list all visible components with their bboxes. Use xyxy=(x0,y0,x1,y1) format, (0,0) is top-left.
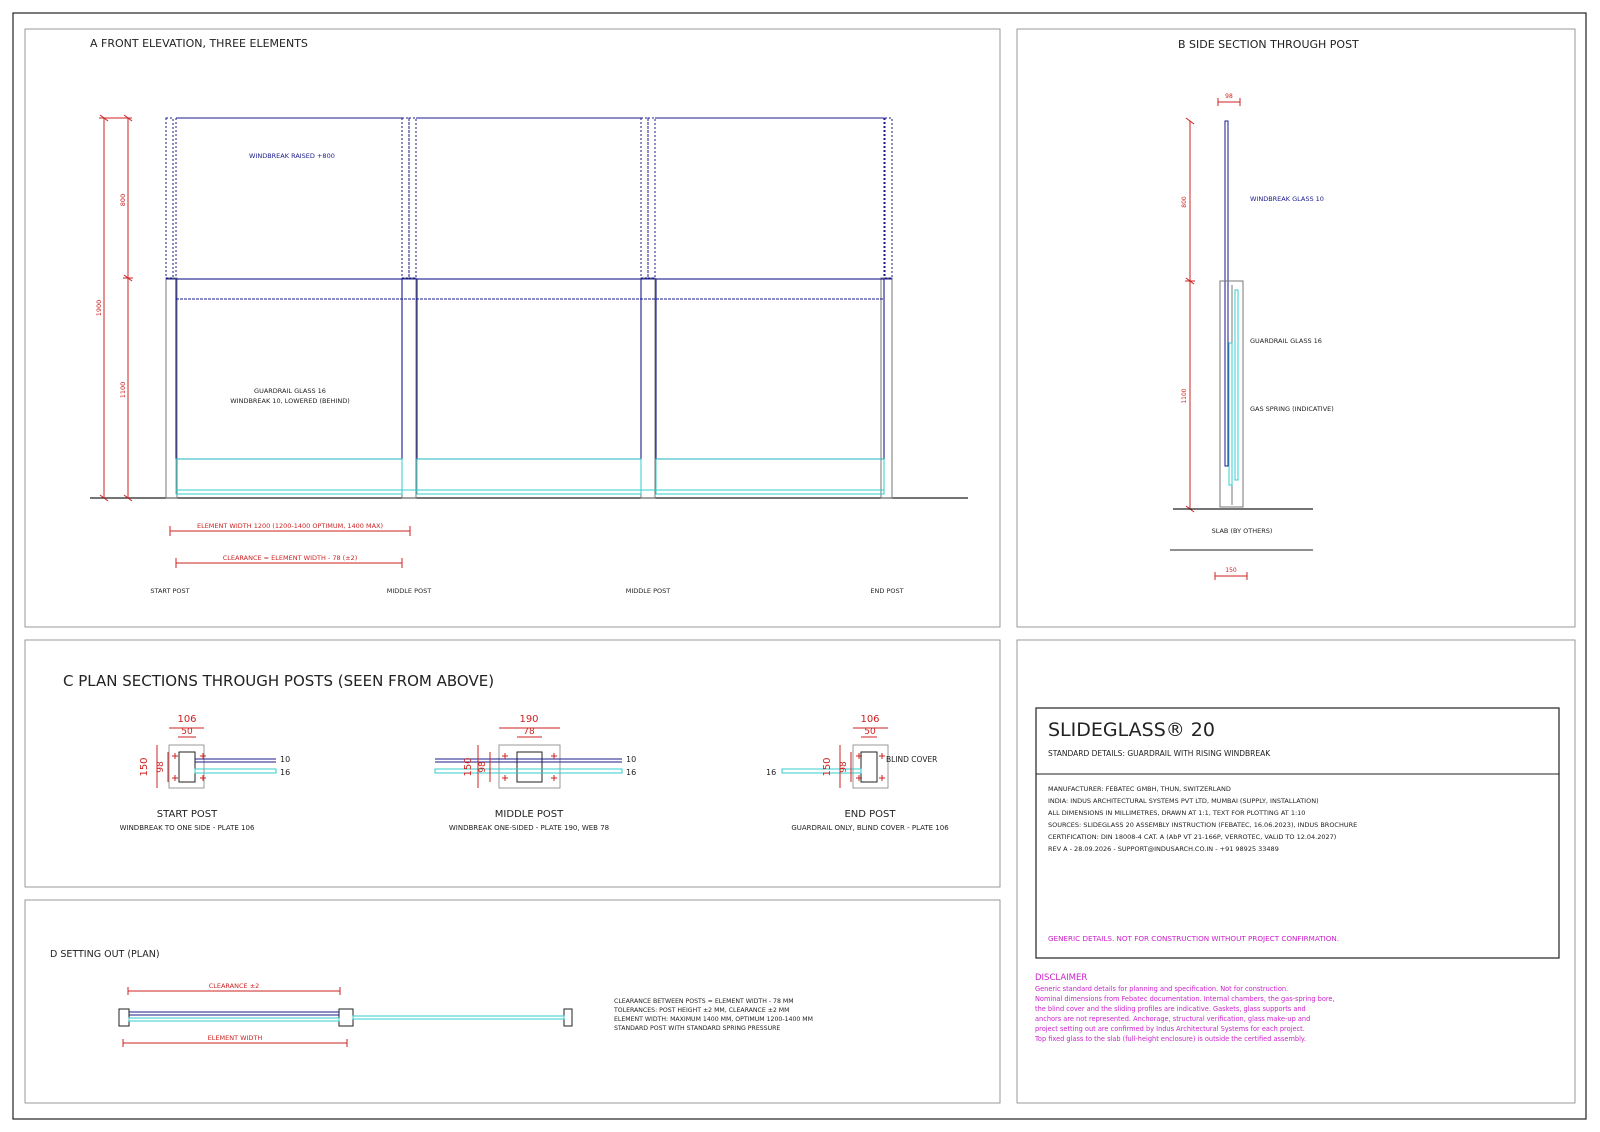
info-line-4: SOURCES: SLIDEGLASS 20 ASSEMBLY INSTRUCTION (FEBATEC, 16.06.2023), INDUS BROCHURE xyxy=(1048,821,1358,829)
start-post-side-inner-dim: 98 xyxy=(156,761,166,773)
middle-post-sub: WINDBREAK ONE-SIDED - PLATE 190, WEB 78 xyxy=(448,824,610,832)
setting-note-1: CLEARANCE BETWEEN POSTS = ELEMENT WIDTH - 78 MM xyxy=(614,998,794,1005)
panel-front-elevation xyxy=(25,29,1000,627)
posts-upper xyxy=(166,118,892,278)
vertical-dims xyxy=(99,115,133,501)
title-block-panel xyxy=(1017,640,1575,1103)
middle-post-side-inner-dim: 98 xyxy=(478,761,488,773)
setting-note-2: TOLERANCES: POST HEIGHT ±2 MM, CLEARANCE ±2 MM xyxy=(614,1007,790,1014)
middle-post-glass-10: 10 xyxy=(626,755,637,764)
info-line-1: MANUFACTURER: FEBATEC GMBH, THUN, SWITZERLAND xyxy=(1048,785,1231,793)
guardrail-glass-label: GUARDRAIL GLASS 16 xyxy=(254,387,326,395)
panel-setting-out xyxy=(25,900,1000,1103)
middle-post-side-dim: 150 xyxy=(463,757,474,777)
middle-post-name: MIDDLE POST xyxy=(494,809,564,820)
start-post-side-dim: 150 xyxy=(139,757,150,777)
start-post-glass-16: 16 xyxy=(280,768,291,777)
not-for-construction-warning: GENERIC DETAILS. NOT FOR CONSTRUCTION WITHOUT PROJECT CONFIRMATION. xyxy=(1048,934,1340,943)
post-label-start: START POST xyxy=(150,587,190,595)
gas-spring-label: GAS SPRING (INDICATIVE) xyxy=(1250,405,1334,413)
guardrail-glass xyxy=(166,279,892,459)
windbreak-glass-label: WINDBREAK GLASS 10 xyxy=(1250,195,1324,203)
dim-800: 800 xyxy=(119,193,127,207)
post-label-end: END POST xyxy=(870,587,904,595)
product-subtitle: STANDARD DETAILS: GUARDRAIL WITH RISING WINDBREAK xyxy=(1048,749,1271,758)
setting-note-4: STANDARD POST WITH STANDARD SPRING PRESSURE xyxy=(614,1025,781,1032)
disclaimer-line-2: Nominal dimensions from Febatec documentation. Internal chambers, the gas-spring bore, xyxy=(1035,995,1335,1003)
guardrail-glass-label-b: GUARDRAIL GLASS 16 xyxy=(1250,337,1322,345)
start-post-sub: WINDBREAK TO ONE SIDE - PLATE 106 xyxy=(119,824,255,832)
lowered-windbreak-cyan xyxy=(176,459,884,494)
clearance-setting-label: CLEARANCE ±2 xyxy=(208,982,260,990)
end-post-glass-16: 16 xyxy=(766,768,777,777)
windbreak-glass-raised xyxy=(176,118,884,278)
blind-cover-label: BLIND COVER xyxy=(886,755,938,764)
middle-post-top-dim: 190 xyxy=(519,714,539,725)
end-post-top-dim: 106 xyxy=(860,714,880,725)
panel-d-frame xyxy=(25,900,1000,1103)
end-post-side-dim: 150 xyxy=(822,757,833,777)
middle-post-inner-dim: 78 xyxy=(523,727,535,737)
middle-post-glass-16: 16 xyxy=(626,768,637,777)
start-post xyxy=(166,278,177,498)
windbreak-glass-section xyxy=(1225,121,1228,466)
info-line-3: ALL DIMENSIONS IN MILLIMETRES, DRAWN AT 1:1, TEXT FOR PLOTTING AT 1:10 xyxy=(1048,809,1306,817)
title-panel-frame xyxy=(1017,640,1575,1103)
post-label-middle-1: MIDDLE POST xyxy=(386,587,432,595)
disclaimer-line-3: the blind cover and the sliding profiles are indicative. Gaskets, glass supports and xyxy=(1035,1005,1306,1013)
end-post-side-inner-dim: 98 xyxy=(839,761,849,773)
panel-c-title: C PLAN SECTIONS THROUGH POSTS (SEEN FROM ABOVE) xyxy=(63,672,495,690)
start-post-inner-dim: 50 xyxy=(181,727,193,737)
product-title: SLIDEGLASS® 20 xyxy=(1048,719,1215,741)
start-post-top-dim: 106 xyxy=(177,714,197,725)
disclaimer-line-1: Generic standard details for planning and specification. Not for construction. xyxy=(1035,985,1289,993)
setting-note-3: ELEMENT WIDTH: MAXIMUM 1400 MM, OPTIMUM 1200-1400 MM xyxy=(614,1016,813,1023)
start-post-plan xyxy=(120,714,291,832)
info-line-6: REV A - 28.09.2026 - SUPPORT@INDUSARCH.CO.IN - +91 98925 33489 xyxy=(1048,845,1279,853)
info-line-2: INDIA: INDUS ARCHITECTURAL SYSTEMS PVT LTD, MUMBAI (SUPPLY, INSTALLATION) xyxy=(1048,797,1319,805)
middle-post-2 xyxy=(641,278,655,498)
panel-d-title: D SETTING OUT (PLAN) xyxy=(50,949,160,960)
disclaimer-line-5: project setting out are confirmed by Indus Architectural Systems for each project. xyxy=(1035,1025,1305,1033)
panel-side-section xyxy=(1017,29,1575,627)
side-dim-1100: 1100 xyxy=(1181,388,1188,404)
sheet-border xyxy=(13,13,1586,1119)
windbreak-raised-label: WINDBREAK RAISED +800 xyxy=(249,152,335,160)
end-post-plan xyxy=(766,714,949,832)
gas-spring xyxy=(1235,290,1238,480)
end-post-name: END POST xyxy=(844,809,896,820)
panel-a-frame xyxy=(25,29,1000,627)
setting-out-plan xyxy=(119,1009,572,1026)
element-width-setting-label: ELEMENT WIDTH xyxy=(207,1034,263,1042)
disclaimer-heading: DISCLAIMER xyxy=(1035,973,1088,983)
end-post-sub: GUARDRAIL ONLY, BLIND COVER - PLATE 106 xyxy=(791,824,949,832)
panel-b-title: B SIDE SECTION THROUGH POST xyxy=(1178,38,1359,51)
panel-a-title: A FRONT ELEVATION, THREE ELEMENTS xyxy=(90,37,308,50)
info-line-5: CERTIFICATION: DIN 18008-4 CAT. A (AbP VT 21-166P, VERROTEC, VALID TO 12.04.2027) xyxy=(1048,833,1337,841)
dim-150: 150 xyxy=(1225,567,1237,574)
end-post xyxy=(881,278,892,498)
windbreak-lowered-label: WINDBREAK 10, LOWERED (BEHIND) xyxy=(230,397,350,405)
start-post-glass-10: 10 xyxy=(280,755,291,764)
guardrail-glass-section xyxy=(1229,343,1232,485)
dim-98: 98 xyxy=(1225,93,1233,100)
middle-post-plan xyxy=(435,714,636,832)
slab-label: SLAB (BY OTHERS) xyxy=(1211,527,1273,535)
clearance-dim: CLEARANCE = ELEMENT WIDTH - 78 (±2) xyxy=(222,554,358,562)
panel-plan-sections xyxy=(25,640,1000,887)
dim-1900: 1900 xyxy=(95,299,103,317)
disclaimer-line-6: Top fixed glass to the slab (full-height enclosure) is outside the certified assembly. xyxy=(1035,1035,1306,1043)
middle-post-1 xyxy=(402,278,416,498)
element-width-dim: ELEMENT WIDTH 1200 (1200-1400 OPTIMUM, 1400 MAX) xyxy=(196,522,384,530)
panel-b-frame xyxy=(1017,29,1575,627)
end-post-inner-dim: 50 xyxy=(864,727,876,737)
start-post-name: START POST xyxy=(156,809,218,820)
side-dim-800: 800 xyxy=(1181,196,1188,208)
dim-1100: 1100 xyxy=(119,381,127,399)
side-vertical-dims xyxy=(1185,118,1195,512)
post-label-middle-2: MIDDLE POST xyxy=(625,587,671,595)
disclaimer-line-4: anchors are not represented. Anchorage, structural verification, glass make-up and xyxy=(1035,1015,1311,1023)
